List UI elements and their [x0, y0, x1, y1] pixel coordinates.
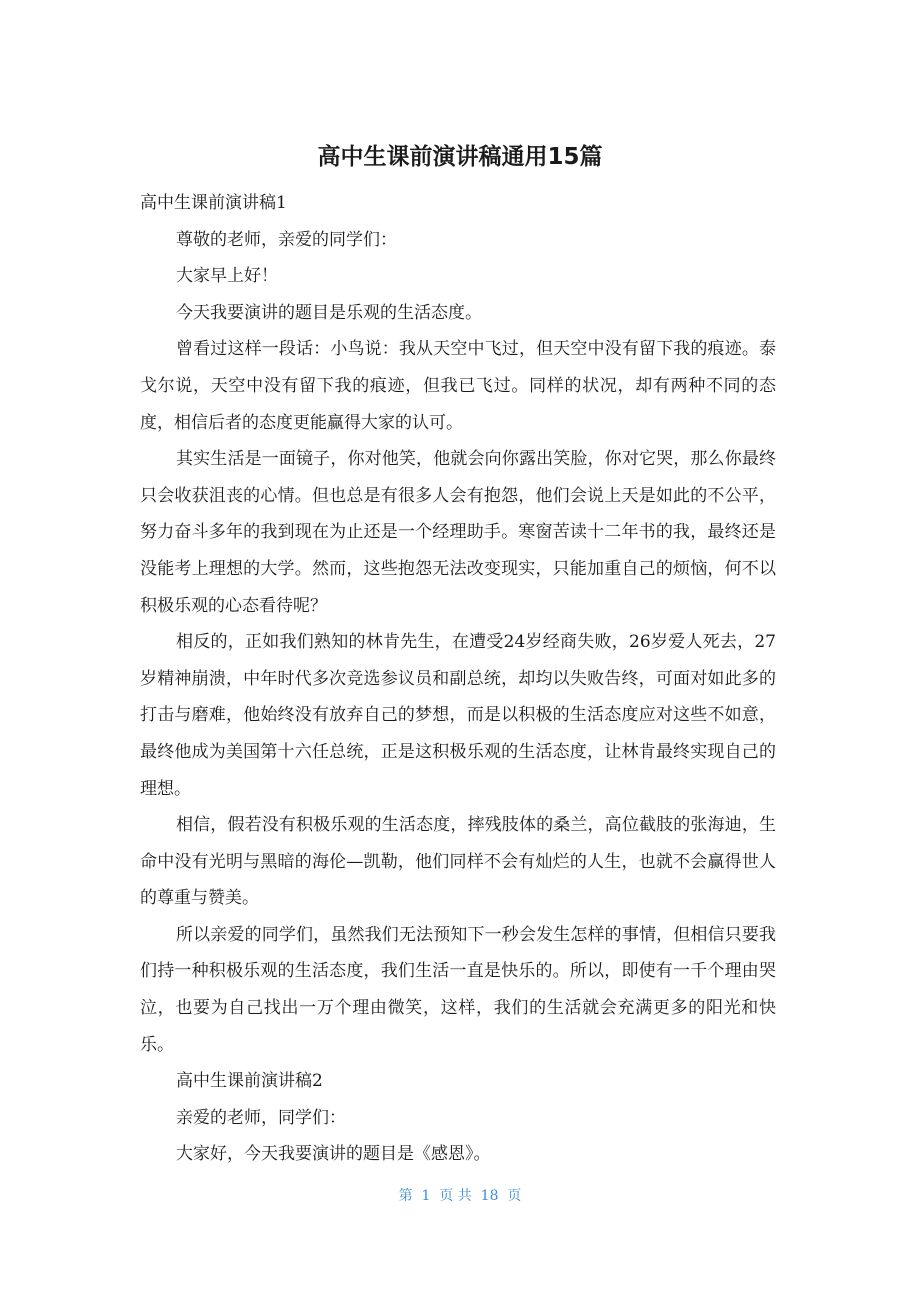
section-heading-1: 高中生课前演讲稿1: [140, 193, 287, 213]
greeting: 尊敬的老师，亲爱的同学们：: [176, 229, 397, 250]
section-heading-2: 高中生课前演讲稿2: [176, 1071, 323, 1092]
body-paragraph: 曾看过这样一段话：小鸟说：我从天空中飞过，但天空中没有留下我的痕迹。泰戈尔说，天空中没有留下我的痕迹，但我已飞过。同样的状况，却有两种不同的态度，相信后者的态度更能赢得大家的认可。: [140, 339, 776, 433]
page-number-footer: 第 1 页 共 18 页: [398, 1188, 522, 1204]
body-paragraph: 所以亲爱的同学们，虽然我们无法预知下一秒会发生怎样的事情，但相信只要我们持一种积极乐观的生活态度，我们生活一直是快乐的。所以，即使有一千个理由哭泣，也要为自己找出一万个理由微笑，这样，我们的生活就会充满更多的阳光和快乐。: [140, 924, 776, 1055]
body-paragraph: 大家好，今天我要演讲的题目是《感恩》。: [176, 1144, 491, 1165]
document-body: [140, 185, 776, 1173]
greeting: 亲爱的老师，同学们：: [176, 1107, 346, 1128]
body-paragraph: 今天我要演讲的题目是乐观的生活态度。: [176, 302, 482, 323]
opening: 大家早上好！: [176, 266, 278, 287]
body-paragraph: 相信，假若没有积极乐观的生活态度，摔残肢体的桑兰，高位截肢的张海迪，生命中没有光明与黑暗的海伦—凯勒，他们同样不会有灿烂的人生，也就不会赢得世人的尊重与赞美。: [140, 815, 776, 909]
body-paragraph: 相反的，正如我们熟知的林肯先生，在遭受24岁经商失败，26岁爱人死去，27岁精神崩溃，中年时代多次竞选参议员和副总统，却均以失败告终，可面对如此多的打击与磨难，他始终没有放弃自己的梦想，而是以积极的生活态度应对这些不如意，最终他成为美国第十六任总统，正是这积极乐观的生活态度，让林肯最终实现自己的理想。: [140, 632, 776, 799]
body-paragraph: 其实生活是一面镜子，你对他笑，他就会向你露出笑脸，你对它哭，那么你最终只会收获沮丧的心情。但也总是有很多人会有抱怨，他们会说上天是如此的不公平，努力奋斗多年的我到现在为止还是一个经理助手。寒窗苦读十二年书的我，最终还是没能考上理想的大学。然而，这些抱怨无法改变现实，只能加重自己的烦恼，何不以积极乐观的心态看待呢？: [140, 449, 776, 616]
document-title: 高中生课前演讲稿通用15篇: [317, 144, 603, 170]
